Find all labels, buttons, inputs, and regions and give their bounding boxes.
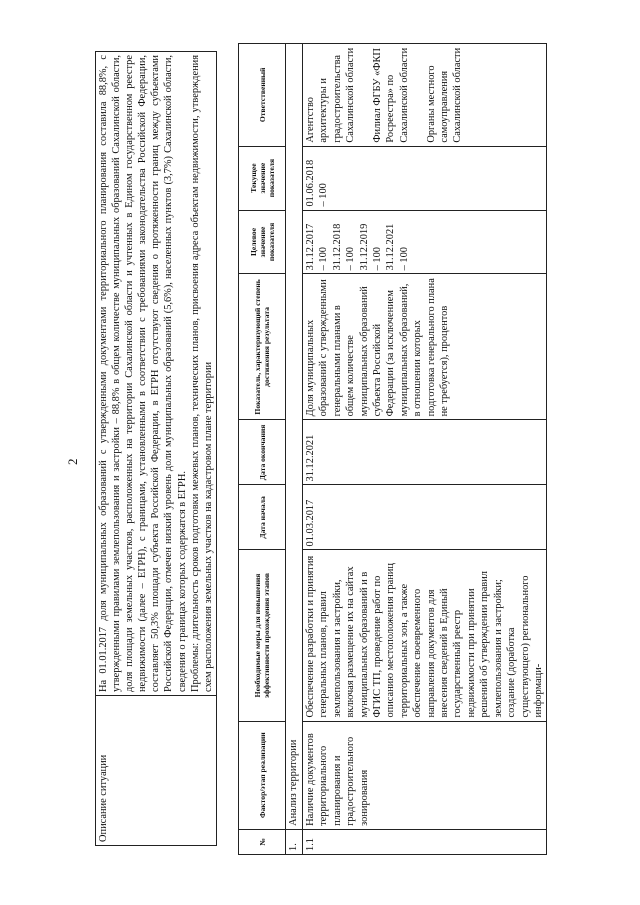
current-date: 01.06.2018	[305, 159, 316, 207]
row-targets	[303, 210, 547, 274]
target-date: 31.12.2021	[385, 223, 397, 271]
situation-paragraph: На 01.01.2017 доля муниципальных образований с утвержденными документами территориального планирования составила 88,8%, с утвержденными правилами землепользования и застройки – 88,8% в общем количестве муниципальных образований Сахалинской области, доля площади земельных участков, расположенных на территории Сахалинской области и учтенных в Едином государственном реестре недвижимости (далее – ЕГРН), с границами, установленными в соответствии с требованиями законодательства Российской Федерации, составляет 50,3% площади субъекта Российской Федерации, в ЕГРН отсутствуют сведения о протяженности границ между субъектами Российской Федерации, отмечен низкий уровень доли муниципальных образований (5,6%), населенных пунктов (3,7%) Сахалинской области, сведения о границах которых содержатся в ЕГРН.	[98, 55, 188, 692]
header-end: Дата окончания	[239, 420, 286, 485]
header-indicator: Показатель, характеризующий степень достижения результата	[239, 274, 286, 420]
header-measures: Необходимые меры для повышения эффективности прохождения этапов	[239, 550, 286, 721]
target-value: – 100	[318, 247, 330, 271]
header-num: №	[239, 829, 286, 854]
responsible-agency: Филиал ФГБУ «ФКП Росреестра» по Сахалинской области	[372, 47, 410, 143]
situation-paragraph: Проблемы: длительность сроков подготовки межевых планов, технических планов, присвоения адреса объектам недвижимости, утверждения схем расположения земельных участков на кадастровом плане территории	[189, 55, 214, 692]
target-date: 31.12.2018	[331, 223, 343, 271]
roadmap-table	[238, 43, 547, 855]
row-responsible	[303, 44, 547, 147]
target-date: 31.12.2019	[358, 223, 370, 271]
header-current: Текущее значение показателя	[239, 146, 286, 210]
situation-label: Описание ситуации	[96, 696, 217, 846]
target-value: – 100	[398, 247, 410, 271]
row-indicator: Доля муниципальных образований с утвержденными генеральными планами в общем количестве муниципальных образований субъекта Российской Федерации (за исключением муниципальных образований, в отношении которых подготовка генерального плана не требуется), процентов	[303, 274, 547, 420]
header-responsible: Ответственный	[239, 44, 286, 147]
section-num: 1.	[286, 829, 303, 854]
responsible-agency: Органы местного самоуправления Сахалинской области	[425, 47, 464, 143]
row-num: 1.1	[303, 829, 547, 854]
row-start: 01.03.2017	[303, 485, 547, 550]
section-row	[286, 44, 303, 855]
row-measures: Обеспечение разработки и принятия генеральных планов, правил землепользования и застройки, включая размещение их на сайтах муниципальных образований и в ФГИС ТП, проведение работ по описанию местоположения границ территориальных зон, а также обеспечение своевременного направления документов для внесения сведений в Единый государственный реестр недвижимости при принятии решений об утверждении правил землепользования и застройки; создание (доработка существующего) регионального информаци-	[303, 550, 547, 721]
target-date: 31.12.2017	[305, 223, 316, 271]
situation-table	[95, 51, 217, 846]
target-value: – 100	[372, 247, 384, 271]
header-start: Дата начала	[239, 485, 286, 550]
row-factor: Наличие документов территориального планирования и градостроительного зонирования	[303, 721, 547, 829]
responsible-agency: Агентство архитектуры и градостроительства Сахалинской области	[305, 47, 357, 143]
page-number: 2	[65, 458, 80, 465]
header-target: Целевое значение показателя	[239, 210, 286, 274]
table-header-row	[239, 44, 286, 855]
target-value: – 100	[345, 247, 357, 271]
situation-text	[96, 52, 217, 696]
header-factor: Фактор/этап реализации	[239, 721, 286, 829]
section-title: Анализ территории	[286, 44, 303, 830]
row-end: 31.12.2021	[303, 420, 547, 485]
table-row	[303, 44, 547, 855]
row-current	[303, 146, 547, 210]
current-value: – 100	[318, 183, 330, 207]
